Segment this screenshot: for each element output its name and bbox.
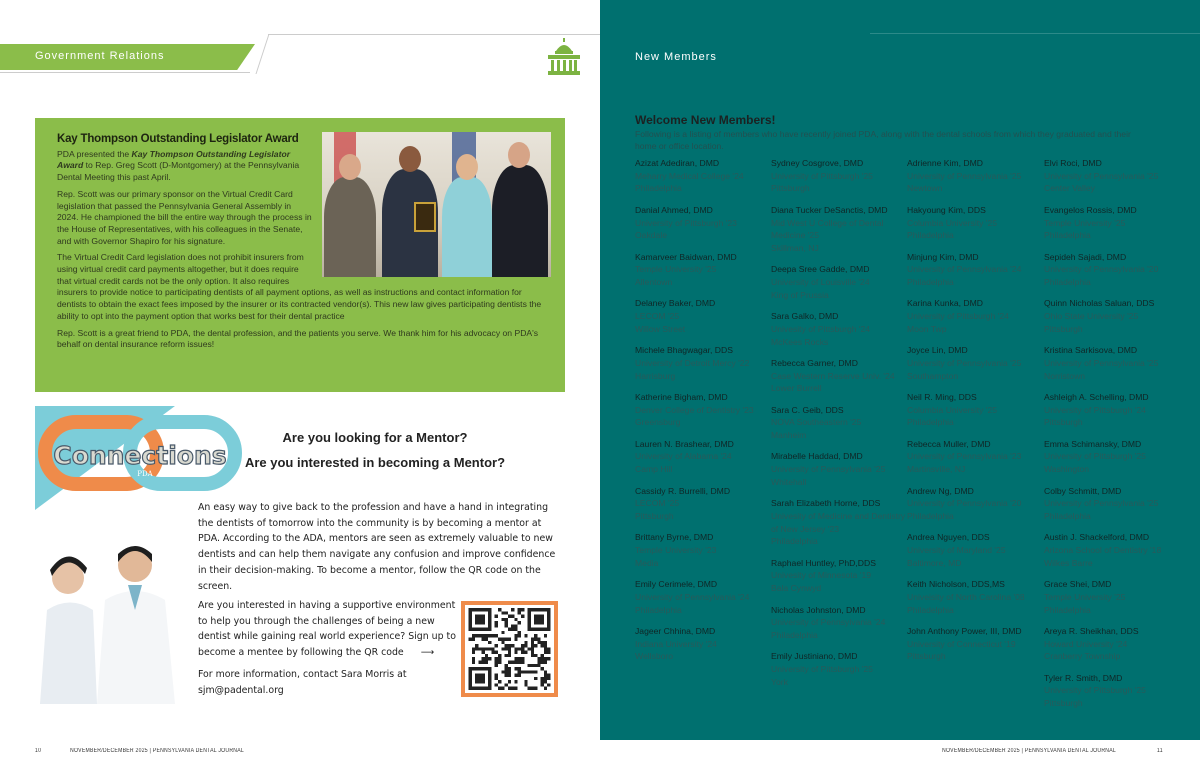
member-name: Jageer Chhina, DMD — [635, 625, 716, 636]
member-city: Philadelphia — [1044, 604, 1091, 615]
member-entry — [635, 297, 775, 335]
member-city: Philadelphia — [907, 510, 954, 521]
member-name: Nicholas Johnston, DMD — [771, 604, 866, 615]
member-school: Univesity of Pittsburgh '24 — [771, 323, 871, 334]
member-school: University of Pittsburgh '24 — [1044, 404, 1146, 415]
member-entry — [771, 450, 911, 488]
member-school: Univeisity of North Carolina '08 — [907, 591, 1025, 602]
member-city: Willow Street — [635, 323, 686, 334]
award-paragraph: The Virtual Credit Card legislation does not prohibit insurers from using virtual credit card payments altogether, but it does require that virtual credit cards not be the only option. It also requires insurers to provide notice to participating dentists of all payment options, as well as instructions and contact information for dentists to obtain the exact fees imposed by the insurer or its contracted vendor(s). This new law gives participating dentists the ability to opt into the payment option that works best for their dental practice — [57, 252, 542, 321]
member-entry — [635, 578, 775, 616]
member-name: John Anthony Power, III, DMD — [907, 625, 1022, 636]
member-school: Indiana University '24 — [635, 638, 717, 649]
member-city: Pittsburgh — [1044, 417, 1083, 428]
member-entry — [1044, 438, 1184, 476]
member-name: Kamarveer Baidwan, DMD — [635, 251, 737, 262]
member-school: Columbia University '25 — [907, 217, 997, 228]
member-school: University of Connecticut '19 — [907, 638, 1016, 649]
divider — [256, 34, 270, 74]
member-name: Danial Ahmed, DMD — [635, 204, 713, 215]
member-city: Philadelphia — [907, 604, 954, 615]
member-school: University of Pennsylvania '25 — [1044, 357, 1159, 368]
member-column — [635, 157, 775, 672]
mentee-body: Are you interested in having a supportive environment to help you through the challenges of being a new dentist while gaining real world experience? Sign up to become a mentee by following the QR code ⟶ For more information, contact Sara Morris at sjm@padental.org — [198, 598, 458, 698]
member-school: University of Detroit Mercy '22 — [635, 357, 750, 368]
member-city: Pittsburgh — [771, 183, 810, 194]
member-entry — [771, 263, 911, 301]
member-school: LECOM '25 — [635, 498, 680, 509]
member-entry — [771, 557, 911, 595]
page-heading: Welcome New Members! — [635, 113, 776, 127]
member-name: Delaney Baker, DMD — [635, 298, 716, 309]
member-entry — [907, 157, 1047, 195]
member-school: University of Pittsburgh '24 — [907, 311, 1009, 322]
member-school: University of Pennsylvania '25 — [1044, 170, 1159, 181]
member-name: Diana Tucker DeSanctis, DMD — [771, 204, 888, 215]
member-entry — [771, 204, 911, 255]
member-school: Temple University '25 — [1044, 591, 1126, 602]
member-city: Pittsburgh — [1044, 698, 1083, 709]
member-city: Pittsburgh — [907, 651, 946, 662]
member-school: Univesity of Minnesota '19 — [771, 570, 872, 581]
award-plaque — [414, 202, 436, 232]
member-name: Tyler R. Smith, DMD — [1044, 672, 1123, 683]
member-entry — [907, 625, 1047, 663]
member-school: Temple University '25 — [635, 264, 717, 275]
page-number: 11 — [1157, 748, 1163, 754]
member-entry — [1044, 531, 1184, 569]
member-city: Pittsburgh — [1044, 323, 1083, 334]
member-school: Meharry Medical College '24 — [635, 170, 744, 181]
footer-text: NOVEMBER/DECEMBER 2025 | PENNSYLVANIA DENTAL JOURNAL — [942, 748, 1116, 754]
member-city: McKees Rocks — [771, 336, 829, 347]
intro-text: Following is a listing of members who have recently joined PDA, along with the dental schools from which they graduated and their home or office location. — [635, 129, 1131, 151]
member-school: University of Pittsburgh '25 — [1044, 451, 1146, 462]
member-city: Philadelphia — [907, 417, 954, 428]
divider — [870, 33, 1200, 34]
member-entry — [907, 438, 1047, 476]
member-entry — [771, 497, 911, 548]
member-entry — [771, 404, 911, 442]
member-city: Allentown — [635, 277, 673, 287]
member-name: Cassidy R. Burrelli, DMD — [635, 485, 731, 496]
member-school: Arizona School of Dentistry '18 — [1044, 545, 1162, 556]
member-school: University of Pennsylvania '24 — [635, 591, 750, 602]
member-school: University of Pennsylvania '20 — [907, 498, 1022, 509]
member-city: Newtown — [907, 183, 943, 194]
member-name: Ashleigh A. Schelling, DMD — [1044, 391, 1149, 402]
member-entry — [771, 157, 911, 195]
member-city: Camp Hill — [635, 464, 673, 475]
member-city: Center Valley — [1044, 183, 1095, 194]
member-city: Pittsburgh — [635, 510, 674, 521]
member-name: Sara Galko, DMD — [771, 311, 839, 322]
member-column — [1044, 157, 1184, 719]
section-label: Government Relations — [35, 50, 165, 62]
member-city: Manheim — [771, 430, 807, 441]
member-name: Karina Kunka, DMD — [907, 298, 983, 309]
member-school: University of Louisville '24 — [771, 277, 870, 287]
member-name: Andrew Ng, DMD — [907, 485, 974, 496]
member-school: Ohio State University '25 — [1044, 311, 1139, 322]
member-city: Baltimore, MD — [907, 557, 962, 568]
page-number: 10 — [35, 748, 42, 754]
arrow-right-icon: ⟶ — [420, 647, 435, 659]
member-school: University of Pittsburgh '25 — [771, 664, 873, 675]
member-name: Grace Shei, DMD — [1044, 579, 1112, 590]
member-school: Mid West U College of Dental Medicine '25 — [771, 217, 884, 241]
member-entry — [771, 310, 911, 348]
member-school: Univesity of Medicine and Dentistry of New Jersey '23 — [771, 510, 906, 534]
member-name: Quinn Nicholas Saluan, DDS — [1044, 298, 1155, 309]
member-city: Southampton — [907, 370, 959, 381]
member-entry — [907, 485, 1047, 523]
member-name: Keith Nicholson, DDS,MS — [907, 579, 1005, 590]
member-school: Case Western Reserve Univ. '24 — [771, 370, 895, 381]
member-name: Elvi Roci, DMD — [1044, 158, 1102, 168]
member-city: Oakdale — [635, 230, 668, 241]
member-name: Deepa Sree Gadde, DMD — [771, 264, 870, 275]
footer-text: NOVEMBER/DECEMBER 2025 | PENNSYLVANIA DENTAL JOURNAL — [70, 748, 244, 754]
member-school: University of Pittsburgh '23 — [635, 217, 737, 228]
member-school: University of Pennsylvania '23 — [907, 451, 1022, 462]
member-school: University of Pennsylvania '25 — [1044, 498, 1159, 509]
member-name: Sydney Cosgrove, DMD — [771, 158, 864, 168]
member-entry — [771, 650, 911, 688]
award-article — [35, 118, 565, 392]
member-entry — [635, 251, 775, 289]
mentor-body: An easy way to give back to the profession and have a hand in integrating the dentists of tomorrow into the community is by becoming a mentor at PDA. According to the ADA, mentors are seen as extremely valuable to new dentists and can help them navigate any confusion and improve confidence in their decision-making. To become a mentor, follow the QR code on the screen. — [198, 502, 556, 592]
svg-text:PDA: PDA — [137, 470, 153, 478]
member-school: University of Pennsylvania '24 — [907, 264, 1022, 275]
award-paragraph: Rep. Scott is a great friend to PDA, the dental profession, and the patients you serve. We thank him for his advocacy on PDA's behalf on dental insurance reform issues! — [57, 327, 539, 350]
member-city: Skillman, NJ — [771, 242, 819, 253]
member-name: Austin J. Shackelford, DMD — [1044, 532, 1150, 543]
section-label: New Members — [635, 51, 717, 63]
member-school: University of Pennsylvania '25 — [907, 170, 1022, 181]
member-city: Harrisburg — [635, 370, 676, 381]
member-name: Kristina Sarkisova, DMD — [1044, 345, 1138, 356]
member-name: Rebecca Muller, DMD — [907, 438, 991, 449]
svg-text:Connections: Connections — [53, 441, 227, 470]
member-school: NOVA Southeastern '25 — [771, 417, 862, 428]
member-name: Adrienne Kim, DMD — [907, 158, 983, 168]
member-entry — [635, 485, 775, 523]
mentor-question: Are you looking for a Mentor? — [282, 430, 468, 445]
member-column — [907, 157, 1047, 672]
member-school: Temple University '23 — [635, 545, 717, 556]
member-name: Sara C. Geib, DDS — [771, 404, 844, 415]
member-city: Whitehall — [771, 476, 807, 487]
member-city: Philadelphia — [771, 536, 818, 547]
member-entry — [1044, 251, 1184, 289]
member-name: Areya R. Sheikhan, DDS — [1044, 625, 1139, 636]
member-school: Howard University '24 — [1044, 638, 1128, 649]
member-name: Evangelos Rossis, DMD — [1044, 204, 1137, 215]
member-entry — [907, 578, 1047, 616]
member-entry — [1044, 672, 1184, 710]
member-name: Hakyoung Kim, DDS — [907, 204, 986, 215]
member-name: Mirabelle Haddad, DMD — [771, 451, 863, 462]
member-city: Moon Twp — [907, 323, 947, 334]
member-name: Emma Schimansky, DMD — [1044, 438, 1142, 449]
member-city: Philadelphia — [1044, 510, 1091, 521]
member-entry — [1044, 297, 1184, 335]
member-city: Philadelphia — [907, 277, 954, 287]
member-entry — [1044, 485, 1184, 523]
member-school: Columbia University '25 — [907, 404, 997, 415]
award-photo — [322, 132, 551, 277]
member-city: Martinsville, NJ — [907, 464, 966, 475]
member-city: Greensburg — [635, 417, 681, 428]
member-name: Neil R. Ming, DDS — [907, 391, 977, 402]
capitol-building-icon — [546, 38, 582, 76]
member-entry — [1044, 157, 1184, 195]
member-column — [771, 157, 911, 697]
member-name: Andrea Nguyen, DDS — [907, 532, 990, 543]
member-name: Rebecca Garner, DMD — [771, 357, 858, 368]
member-entry — [635, 391, 775, 429]
member-city: Wellsboro — [635, 651, 674, 662]
member-entry — [771, 357, 911, 395]
award-title: Kay Thompson Outstanding Legislator Award — [57, 133, 299, 145]
member-entry — [907, 251, 1047, 289]
member-entry — [1044, 344, 1184, 382]
member-city: Cranberry Township — [1044, 651, 1121, 662]
member-entry — [907, 344, 1047, 382]
member-school: University of Pittsburgh '25 — [771, 170, 873, 181]
member-entry — [635, 344, 775, 382]
member-name: Lauren N. Brashear, DMD — [635, 438, 734, 449]
member-entry — [635, 625, 775, 663]
member-name: Sepideh Sajadi, DMD — [1044, 251, 1127, 262]
member-entry — [771, 604, 911, 642]
member-city: Bala Cynwyd — [771, 583, 822, 594]
member-entry — [635, 157, 775, 195]
member-name: Brittany Byrne, DMD — [635, 532, 714, 543]
member-entry — [907, 531, 1047, 569]
member-name: Colby Schmitt, DMD — [1044, 485, 1122, 496]
member-entry — [1044, 625, 1184, 663]
member-name: Sarah Elizabeth Horne, DDS — [771, 498, 881, 509]
member-name: Azizat Adediran, DMD — [635, 158, 720, 168]
member-city: Philadelphia — [907, 230, 954, 241]
member-entry — [1044, 391, 1184, 429]
mentor-question: Are you interested in becoming a Mentor? — [244, 455, 506, 470]
member-school: University of Pittsburgh '25 — [1044, 685, 1146, 696]
member-name: Emily Justiniano, DMD — [771, 651, 858, 662]
award-paragraph: Rep. Scott was our primary sponsor on the Virtual Credit Card legislation that passed the Pennsylvania General Assembly in 2024. He championed the bill the entire way through the process in the House of Representatives, with his colleagues in the Senate, and with Governor Shapiro for his signature. — [57, 188, 312, 246]
divider — [0, 72, 250, 73]
divider — [268, 34, 600, 35]
member-city: Philadelphia — [635, 604, 682, 615]
member-school: University of Pennsylvania '25 — [907, 357, 1022, 368]
member-name: Emily Cerimele, DMD — [635, 579, 718, 590]
member-city: Washington — [1044, 464, 1090, 475]
member-city: King of Prussia — [771, 289, 829, 300]
member-entry — [635, 438, 775, 476]
member-entry — [907, 204, 1047, 242]
member-city: Philadelphia — [1044, 277, 1091, 287]
member-city: Norristown — [1044, 370, 1086, 381]
member-school: University of Alabama '24 — [635, 451, 732, 462]
member-city: Lower Burrell — [771, 383, 822, 394]
contact-text: For more information, contact Sara Morris at sjm@padental.org — [198, 668, 407, 696]
member-entry — [907, 297, 1047, 335]
member-school: Denver College of Dentistry '23 — [635, 404, 754, 415]
member-school: University of Pennsylvania '20 — [1044, 264, 1159, 275]
member-name: Michele Bhagwagar, DDS — [635, 345, 733, 356]
member-school: LECOM '25 — [635, 311, 680, 322]
member-entry — [635, 531, 775, 569]
member-name: Minjung Kim, DMD — [907, 251, 979, 262]
member-entry — [907, 391, 1047, 429]
member-city: Media — [635, 557, 659, 568]
member-school: University of Pennsylvania '24 — [771, 617, 886, 628]
member-city: Wilkes Barre — [1044, 557, 1093, 568]
qr-code[interactable] — [461, 601, 558, 697]
member-city: Philadelphia — [771, 629, 818, 640]
member-school: University of Pennsylvania '25 — [771, 464, 886, 475]
member-name: Katherine Bigham, DMD — [635, 391, 728, 402]
member-entry — [635, 204, 775, 242]
member-school: Temple University '25 — [1044, 217, 1126, 228]
award-paragraph: PDA presented the Kay Thompson Outstanding Legislator Award to Rep. Greg Scott (D-Montgomery) at the Pennsylvania Dental Meeting this past April. — [57, 148, 300, 183]
member-school: University of Maryland '25 — [907, 545, 1006, 556]
contact-email[interactable]: sjm@padental.org — [198, 684, 284, 696]
member-city: York — [771, 676, 788, 687]
member-city: Philadelphia — [635, 183, 682, 194]
member-city: Philadelphia — [1044, 230, 1091, 241]
dentists-photo — [35, 540, 185, 704]
member-name: Raphael Huntley, PhD,DDS — [771, 557, 876, 568]
member-entry — [1044, 578, 1184, 616]
member-name: Joyce Lin, DMD — [907, 345, 968, 356]
member-entry — [1044, 204, 1184, 242]
